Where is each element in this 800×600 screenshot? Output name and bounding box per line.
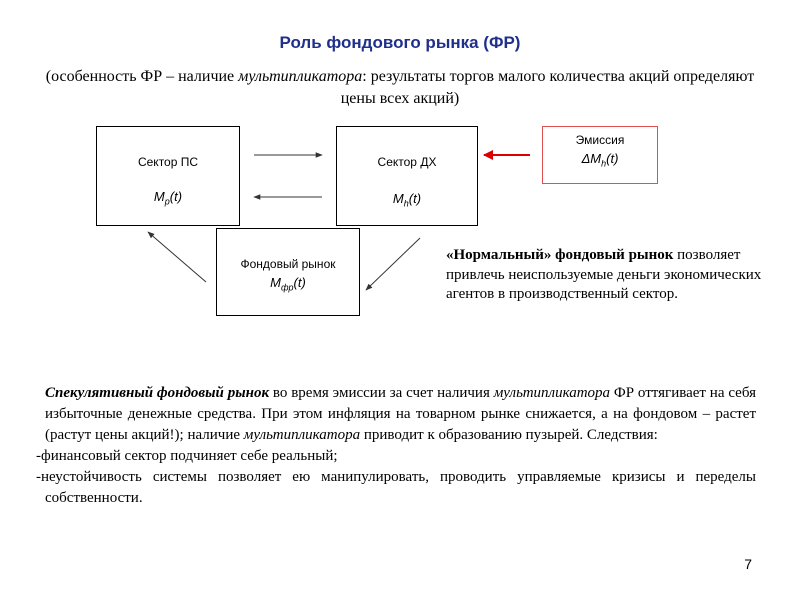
sector-dh-var-sub: h (403, 198, 409, 209)
sector-dh-var (337, 191, 477, 209)
subtitle-italic: мультипликатора (238, 68, 363, 85)
consequence-item-1: -финансовый сектор подчиняет себе реальный; (36, 448, 338, 464)
speculative-heading: Спекулятивный фондовый рынок (45, 385, 270, 401)
slide-title: Роль фондового рынка (ФР) (279, 33, 521, 52)
arrow-dh-to-fr (366, 238, 420, 290)
normal-market-text (446, 246, 776, 305)
page-number: 7 (744, 556, 752, 572)
sector-dh-box (336, 126, 478, 226)
stock-market-var-arg: (t) (293, 275, 306, 290)
emission-var-sub: h (601, 158, 607, 169)
emission-label: Эмиссия (575, 133, 625, 147)
sector-ps-label: Сектор ПС (137, 155, 199, 169)
stock-market-var-sub: фр (281, 282, 294, 293)
speculative-italic-1: мультипликатора (493, 385, 611, 401)
sector-ps-var (97, 189, 239, 207)
sector-dh-label: Сектор ДХ (377, 155, 437, 169)
stock-market-box (216, 228, 360, 316)
sector-ps-var-arg: (t) (169, 189, 183, 204)
speculative-text-b: ФР оттягивает на себя избыточные денежные средства. При этом инфляция на товарном рынке снижается, а на фондовом – растет (растут цены акций!); наличие (45, 385, 756, 443)
speculative-paragraph (36, 383, 756, 446)
arrow-fr-to-ps (148, 232, 206, 282)
slide-subtitle (30, 66, 770, 110)
sector-ps-var-symbol: M (153, 189, 165, 204)
sector-dh-var-arg: (t) (408, 191, 422, 206)
sector-ps-var-sub: p (164, 196, 170, 207)
emission-var-symbol: ΔM (581, 151, 602, 166)
sector-ps-box (96, 126, 240, 226)
speculative-text-c: приводит к образованию пузырей. Следствия: (360, 427, 658, 443)
normal-market-body: позволяет привлечь неиспользуемые деньги экономических агентов в производственный сектор. (446, 247, 762, 302)
stock-market-label: Фондовый рынок (240, 257, 336, 271)
speculative-text-a: во время эмиссии за счет наличия (269, 385, 494, 401)
speculative-market-block (36, 383, 756, 509)
consequence-item-2: -неустойчивость системы позволяет ею манипулировать, проводить управляемые кризисы и переделы собственности. (36, 469, 756, 506)
speculative-italic-2: мультипликатора (243, 427, 361, 443)
subtitle-part1: (особенность ФР – наличие (45, 68, 239, 85)
normal-market-heading: «Нормальный» фондовый рынок (446, 247, 674, 263)
sector-dh-var-symbol: M (392, 191, 404, 206)
emission-var (543, 151, 657, 169)
stock-market-var (217, 275, 359, 293)
emission-var-arg: (t) (606, 151, 619, 166)
stock-market-var-symbol: M (270, 275, 282, 290)
emission-box (542, 126, 658, 184)
subtitle-part2: : результаты торгов малого количества акций определяют цены всех акций) (340, 68, 755, 107)
